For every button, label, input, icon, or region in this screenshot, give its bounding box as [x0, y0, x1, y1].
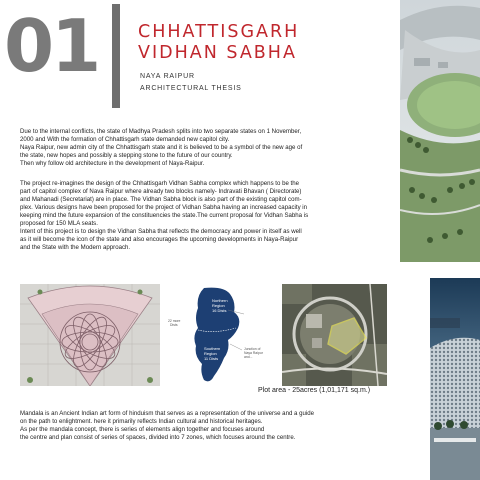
project-line: Intent of this project is to design the Vidhan Sabha that reflects the democracy and power in itself as well — [20, 228, 302, 235]
project-line: keeping mind the future expansion of the constituencies the state.The current proposal for Vidhan Sabha is — [20, 212, 309, 219]
project-line: and the State with the Modern approach. — [20, 244, 131, 251]
mandala-plan-image — [20, 284, 160, 386]
map-north-label-3: 16 Dists — [212, 308, 227, 313]
map-north-label-1: Northern — [212, 298, 228, 303]
site-satellite-svg — [282, 284, 387, 386]
mandala-paragraph — [20, 410, 420, 442]
title-line-1: CHHATTISGARH — [138, 22, 300, 42]
intro-line: Then why follow old architecture in the development of Naya-Raipur. — [20, 160, 205, 167]
intro-line: Due to the internal conflicts, the state of Madhya Pradesh splits into two separate states on 1 November, — [20, 128, 302, 135]
perspective-render-image — [430, 278, 480, 480]
intro-paragraph — [20, 128, 388, 168]
intro-line: 2000 and With the formation of Chhattisgarh state demanded new capitol city. — [20, 136, 230, 143]
project-line: The project re-imagines the design of the Chhattisgarh Vidhan Sabha complex which happens to be the — [20, 180, 300, 187]
map-junction-label-3: and... — [244, 355, 253, 359]
intro-line: Naya Raipur, new admin city of the Chhattisgarh state and it is believed to be a symbol of the new age of — [20, 144, 303, 151]
mandala-line: on the path to enlightment. here it primarily reflects Indian cultural and historical heritages. — [20, 418, 263, 425]
title-line-2: VIDHAN SABHA — [138, 43, 297, 63]
state-map-svg — [164, 284, 278, 386]
project-line: and Mahanadi (Secretariat) are in place. The Vidhan Sabha block is also part of the existing capitol com- — [20, 196, 302, 203]
map-south-label-2: Region — [204, 351, 217, 356]
mandala-line: the centre and plan consist of series of spaces, divided into 7 zones, which focuses around the centre. — [20, 434, 296, 441]
mandala-line: As per the mandala concept, there is series of elements align together and focuses around — [20, 426, 265, 433]
plot-area-caption: Plot area - 25acres (1,01,171 sq.m.) — [258, 387, 371, 394]
intro-line: the state, new hopes and possibly a stepping stone to the future of our country. — [20, 152, 233, 159]
aerial-render-svg — [400, 0, 480, 262]
project-line: as it will become the icon of the state and also encourages the upcoming developments in Naya-Raipur — [20, 236, 299, 243]
mandala-line: Mandala is an Ancient Indian art form of hinduism that serves as a representation of the universe and a guide — [20, 410, 315, 417]
project-line: part of capitol complex of Nava Raipur where already two blocks namely- Indravati Bhavan ( Directorate) — [20, 188, 302, 195]
project-line: proposed for 150 MLA seats. — [20, 220, 98, 227]
header-divider — [112, 4, 120, 108]
map-west-label-2: Dists — [170, 323, 178, 327]
page-title — [138, 22, 299, 64]
map-south-label-1: Southern — [204, 346, 221, 351]
map-west-label-1: 22 more — [168, 319, 181, 323]
mandala-plan-svg — [20, 284, 160, 386]
map-junction-label-2: Naya Raipur — [244, 351, 263, 355]
site-satellite-image — [282, 284, 387, 386]
aerial-render-image — [400, 0, 480, 262]
page-subtitle — [140, 71, 242, 95]
state-map-image — [164, 284, 278, 386]
project-paragraph — [20, 180, 388, 252]
subtitle-line-1: NAYA RAIPUR — [140, 73, 195, 80]
project-line: plex. Various designs have been proposed for the project of Vidhan Sabha having an increased capacity in — [20, 204, 308, 211]
subtitle-line-2: ARCHITECTURAL THESIS — [140, 85, 242, 92]
perspective-render-svg — [430, 278, 480, 480]
map-north-label-2: Region — [212, 303, 225, 308]
map-south-label-3: 11 Dists — [204, 356, 219, 361]
section-number: 01 — [4, 4, 99, 88]
map-junction-label-1: Junction of — [244, 347, 261, 351]
